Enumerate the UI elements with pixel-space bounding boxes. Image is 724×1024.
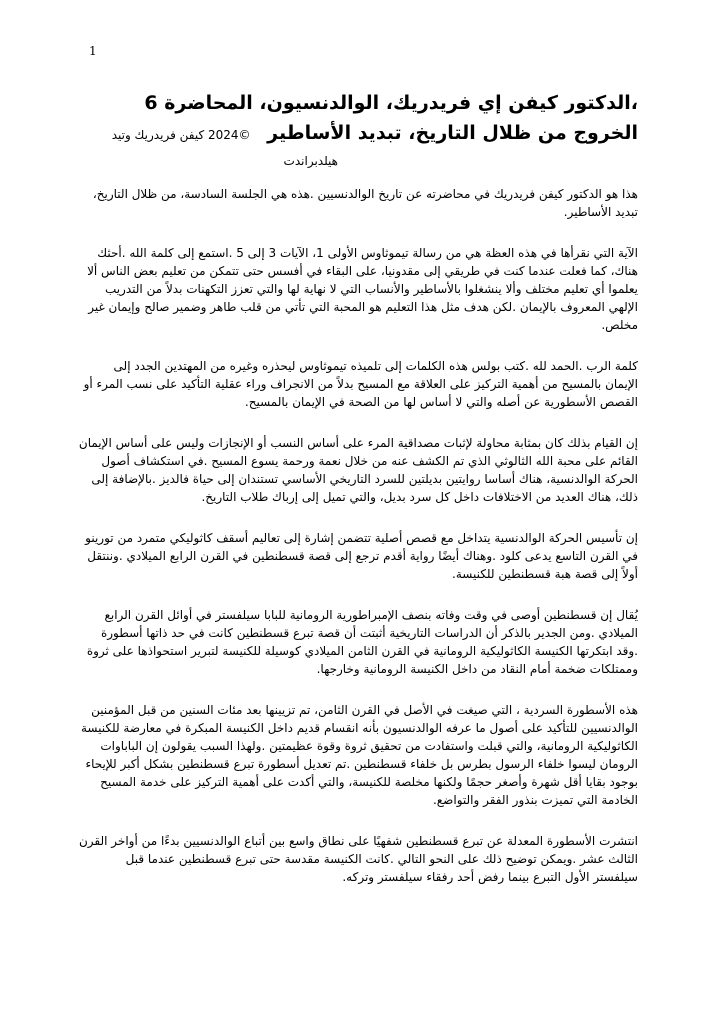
document-header [78,88,638,170]
paragraph-1: هذا هو الدكتور كيفن فريدريك في محاضرته عن تاريخ الوالدنسيين .هذه هي الجلسة السادسة، من ظلال التاريخ، تبديد الأساطير. [92,187,638,219]
paragraph-6: يُقال إن قسطنطين أوصى في وقت وفاته بنصف الإمبراطورية الرومانية للبابا سيلفستر في أوائل القرن الرابع الميلادي .ومن الجدير بالذكر أن الدراسات التاريخية أثبتت أن قصة تبرع قسطنطين كانت في حد ذاتها أسطورة .وقد ابتكرتها الكنيسة الكاثوليكية الرومانية في القرن الثامن الميلادي كوسيلة للكنيسة لتبرير استحواذها على ثروة وممتلكات ضخمة أمام النقاد من داخل الكنيسة الرومانية وخارجها. [86,608,638,676]
paragraph-7: هذه الأسطورة السردية ، التي صيغت في الأصل في القرن الثامن، تم تزيينها بعد مئات السنين من قبل المؤمنين الوالدنسيين للتأكيد على أصول ما عرفه الوالدنسيون بأنه انقسام قديم داخل الكنيسة المبكرة في معارضة للكنيسة الكاثوليكية الرومانية، والتي قبلت واستفادت من تحقيق ثروة وقوة عظيمتين .ولهذا السبب يقولون إن الباباوات الرومان ليسوا خلفاء الرسول بطرس بل خلفاء قسطنطين .تم تعديل أسطورة تبرع قسطنطين بشكل أكبر للإيحاء بوجود بقايا أقل شهرة وأصغر حجمًا ولكنها مخلصة للكنيسة، والتي أكدت على أهمية التركيز على خدمة المسيح الخادمة التي تميزت بنذور الفقر والتواضع. [80,703,638,807]
copyright-notice: ©2024 كيفن فريدريك وتيد [111,128,251,142]
title-line-1: ،الدكتور كيفن إي فريدريك، الوالدنسيون، المحاضرة 6 [144,92,638,114]
paragraph-5: إن تأسيس الحركة الوالدنسية يتداخل مع قصص أصلية تتضمن إشارة إلى تعاليم أسقف كاثوليكي متمرد من تورينو في القرن التاسع يدعى كلود .وهناك أيضًا رواية أقدم ترجع إلى قصة قسطنطين في القرن الرابع الميلادي .وننتقل أولاً إلى قصة هبة قسطنطين للكنيسة. [85,531,638,581]
paragraph-4: إن القيام بذلك كان بمثابة محاولة لإثبات مصداقية المرء على أساس النسب أو الإنجازات وليس على أساس الإيمان القائم على محبة الله الثالوثي الذي تم الكشف عنه من خلال نعمة ورحمة يسوع المسيح .في استكشاف أصول الحركة الوالدنسية، هناك أساسا روايتين بديلتين للسرد التاريخي الأساسي تستندان إلى حياة فالديز .بالإضافة إلى ذلك، هناك العديد من الاختلافات داخل كل سرد بديل، والتي تميل إلى إرباك طلاب التاريخ. [78,436,638,504]
title-line-2 [78,118,638,150]
title-text: الخروج من ظلال التاريخ، تبديد الأساطير [267,122,638,144]
document-body [78,185,638,909]
page-number: 1 [89,44,97,58]
paragraph-3: كلمة الرب .الحمد لله .كتب بولس هذه الكلمات إلى تلميذه تيموثاوس ليحذره وغيره من المهتدين الجدد إلى الإيمان بالمسيح من أهمية التركيز على العلاقة مع المسيح بدلاً من الانجراف وراء عقلية التأكيد على نسب المرء أو القصص الأسطورية عن أصله والتي لا أساس لها من الصحة في الإيمان بالمسيح. [83,359,638,409]
paragraph-8: انتشرت الأسطورة المعدلة عن تبرع قسطنطين شفهيًا على نطاق واسع بين أتباع الوالدنسيين بدءًا من أواخر القرن الثالث عشر .ويمكن توضيح ذلك على النحو التالي .كانت الكنيسة مقدسة حتى تبرع قسطنطين عندما قبل سيلفستر الأول التبرع بينما رفض أحد رفقاء سيلفستر وتركه. [78,834,638,884]
paragraph-2: الآية التي نقرأها في هذه العظة هي من رسالة تيموثاوس الأولى 1، الآيات 3 إلى 5 .استمع إلى كلمة الله .أحثك هناك، كما فعلت عندما كنت في طريقي إلى مقدونيا، على البقاء في أفسس حتى تتمكن من تعليم بعض الناس ألا يعلموا أي تعليم مختلف وألا ينشغلوا بالأساطير والأنساب التي لا نهاية لها والتي تعزز التكهنات بدلاً من التدريب الإلهي المعروف بالإيمان .لكن هدف مثل هذا التعليم هو المحبة التي تأتي من قلب طاهر وضمير صالح وإيمان غير مخلص. [87,246,638,332]
author-continuation: هيلدبراندت [283,154,338,168]
